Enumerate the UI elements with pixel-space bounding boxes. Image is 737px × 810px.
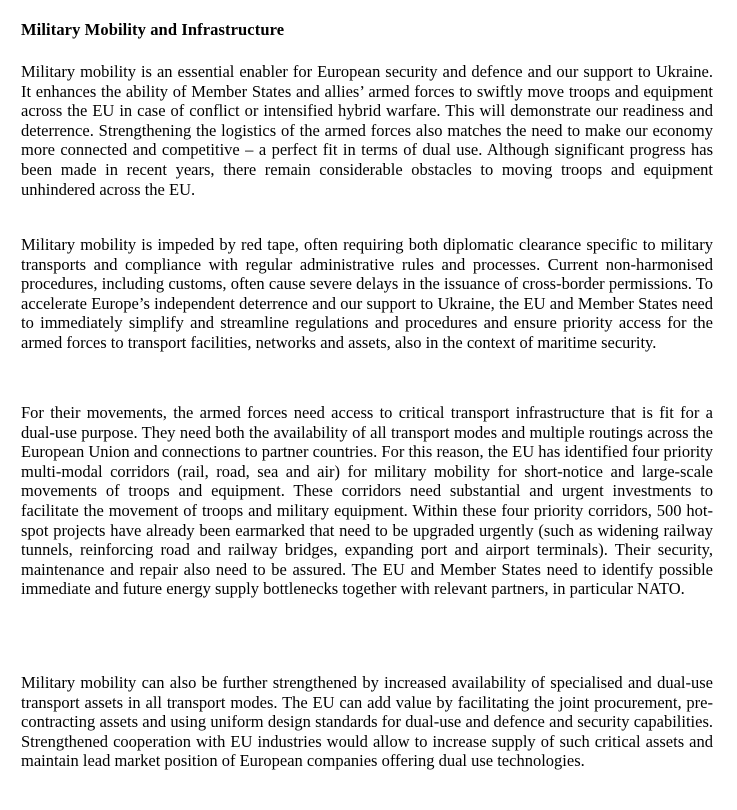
paragraph-transport-assets: Military mobility can also be further strengthened by increased availability of specialised and dual-use transport assets in all transport modes. The EU can add value by facilitating the joint procurement, pre-contracting assets and using uniform design standards for dual-use and defence and security capabilities. Strengthened cooperation with EU industries would allow to increase supply of such critical assets and maintain lead market position of European companies offering dual use technologies.	[21, 673, 713, 771]
paragraph-military-mobility-enabler: Military mobility is an essential enabler for European security and defence and our support to Ukraine. It enhances the ability of Member States and allies’ armed forces to swiftly move troops and equipment across the EU in case of conflict or intensified hybrid warfare. This will demonstrate our readiness and deterrence. Strengthening the logistics of the armed forces also matches the need to make our economy more connected and competitive – a perfect fit in terms of dual use. Although significant progress has been made in recent years, there remain considerable obstacles to moving troops and equipment unhindered across the EU.	[21, 62, 713, 199]
paragraph-transport-infrastructure: For their movements, the armed forces need access to critical transport infrastructure that is fit for a dual-use purpose. They need both the availability of all transport modes and multiple routings across the European Union and connections to partner countries. For this reason, the EU has identified four priority multi-modal corridors (rail, road, sea and air) for military mobility for short-notice and large-scale movements of troops and equipment. These corridors need substantial and urgent investments to facilitate the movement of troops and military equipment. Within these four priority corridors, 500 hot-spot projects have already been earmarked that need to be upgraded urgently (such as widening railway tunnels, reinforcing road and railway bridges, expanding port and airport terminals). Their security, maintenance and repair also need to be assured. The EU and Member States need to identify possible immediate and future energy supply bottlenecks together with relevant partners, in particular NATO.	[21, 403, 713, 599]
section-heading: Military Mobility and Infrastructure	[21, 20, 285, 39]
paragraph-red-tape: Military mobility is impeded by red tape, often requiring both diplomatic clearance specific to military transports and compliance with regular administrative rules and processes. Current non-harmonised procedures, including customs, often cause severe delays in the issuance of cross-border permissions. To accelerate Europe’s independent deterrence and our support to Ukraine, the EU and Member States need to immediately simplify and streamline regulations and procedures and ensure priority access for the armed forces to transport facilities, networks and assets, also in the context of maritime security.	[21, 235, 713, 352]
